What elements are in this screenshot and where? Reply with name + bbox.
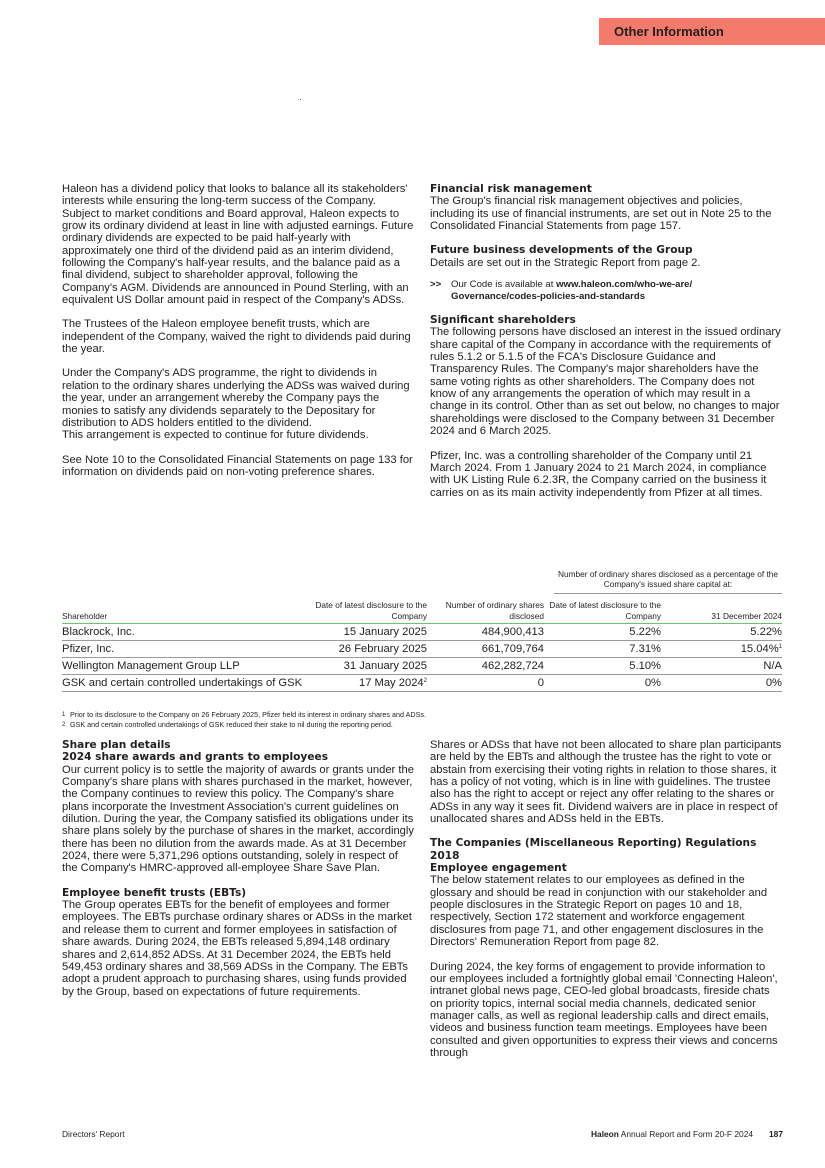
footer-brand: Haleon: [590, 1129, 619, 1139]
pct-dec: 5.22%: [750, 626, 782, 638]
page-number: 187: [769, 1129, 783, 1139]
employee-engagement-text-2: During 2024, the key forms of engagement to provide information to our employees included a fortnightly global email 'Connecting Haleon', intranet global news page, CEO-led global broadcasts, fireside chats on priority topics, internal social media channels, dedicated senior manager calls, as well as regional leadership calls and direct emails, videos and business function team meetings. Employees have been consulted and given opportunities to express their views and concerns through: [430, 960, 778, 1059]
col-date-disclosure: Date of latest disclosure to the Company: [315, 600, 427, 621]
disclosure-date: 31 January 2025: [343, 660, 427, 672]
ads-arrangement-line: This arrangement is expected to continue for future dividends.: [62, 429, 369, 442]
disclosure-date: 26 February 2025: [338, 643, 427, 655]
table-row: [62, 675, 782, 692]
code-link-text: Our Code is available at www.haleon.com/who-we-are/ Governance/codes-policies-and-standards: [451, 279, 693, 302]
dividend-policy-column: [62, 183, 414, 478]
pct-latest: 7.31%: [629, 643, 661, 655]
code-url-part-2[interactable]: Governance/codes-policies-and-standards: [451, 290, 646, 302]
col-shareholder: Shareholder: [62, 610, 108, 621]
col-pct-dec-2024: 31 December 2024: [711, 610, 782, 621]
future-developments-text: Details are set out in the Strategic Report from page 2.: [430, 256, 701, 269]
percentage-group-header: Number of ordinary shares disclosed as a percentage of the Company's issued share capital at:: [558, 569, 778, 589]
col-shares-disclosed: Number of ordinary shares disclosed: [445, 600, 544, 621]
pfizer-paragraph: Pfizer, Inc. was a controlling shareholder of the Company until 21 March 2024. From 1 January 2024 to 21 March 2024, in compliance with UK Listing Rule 6.2.3R, the Company carried on the business it carries on as its main activity independently from Pfizer at all times.: [430, 449, 767, 499]
col-pct-latest: Date of latest disclosure to the Company: [549, 600, 661, 621]
table-row: [62, 624, 782, 641]
link-arrow-icon: >>: [430, 279, 442, 291]
significant-shareholders-heading: Significant shareholders: [430, 314, 576, 327]
shares-number: 0: [537, 677, 544, 689]
pct-latest: 0%: [644, 677, 661, 689]
regulations-heading: The Companies (Miscellaneous Reporting) Regulations 2018: [430, 837, 757, 862]
financial-risk-text: The Group's financial risk management objectives and policies, including its use of financial instruments, are set out in Note 25 to the Consolidated Financial Statements from page 157.: [430, 195, 772, 233]
employee-engagement-subheading: Employee engagement: [430, 862, 567, 875]
share-awards-text: Our current policy is to settle the majority of awards or grants under the Company's share plans with shares purchased in the market, however, the Company continues to review this policy. The Company's share plans incorporate the Investment Association's current guidelines on dilution. During the year, the Company satisfied its obligations under its share plans solely by the purchase of shares in the market, accordingly there has been no dilution from the awards made. As at 31 December 2024, there were 5,371,296 options outstanding, solely in respect of the Company's HMRC-approved all-employee Share Save Plan.: [62, 763, 414, 875]
engagement-column: [430, 739, 782, 1059]
footnote-ref-2: 2: [423, 678, 427, 684]
shareholder-name: Wellington Management Group LLP: [62, 660, 240, 672]
share-plan-column: [62, 739, 414, 998]
trustees-paragraph: The Trustees of the Haleon employee benefit trusts, which are independent of the Company, waived the right to dividends paid during the year.: [62, 318, 411, 356]
shareholder-name: GSK and certain controlled undertakings of GSK: [62, 677, 303, 689]
future-developments-heading: Future business developments of the Group: [430, 244, 693, 257]
pct-latest: 5.22%: [629, 626, 661, 638]
shares-number: 484,900,413: [481, 626, 544, 638]
shares-number: 661,709,764: [481, 643, 544, 655]
shareholder-name: Pfizer, Inc.: [62, 643, 115, 655]
footer-section-label: Directors' Report: [62, 1129, 125, 1139]
footer-publication: [591, 1129, 783, 1139]
pct-dec: 0%: [765, 677, 782, 689]
pct-dec: 15.04%$^1$: [740, 643, 782, 655]
employee-engagement-text-1: The below statement relates to our employees as defined in the glossary and should be read in conjunction with our stakeholder and people disclosures in the Strategic Report on pages 10 and 18, respectively, Section 172 statement and workforce engagement disclosures from page 71, and other engagement disclosures in the Directors' Remuneration Report from page 82.: [430, 874, 768, 949]
group-header-rule: [554, 593, 782, 594]
ebt-heading: Employee benefit trusts (EBTs): [62, 886, 247, 899]
code-link-line: [430, 279, 782, 302]
footnote-1: 1 Prior to its disclosure to the Company on 26 February 2025, Pfizer held its interest in ordinary shares and ADSs.: [62, 710, 426, 719]
disclosure-date: 15 January 2025: [343, 626, 427, 638]
stray-mark: [300, 99, 301, 100]
footnote-ref-1: 1: [778, 644, 782, 650]
section-tab: Other Information: [599, 18, 825, 45]
disclosure-date: 17 May 2024$^2$: [358, 677, 427, 689]
ebt-text: The Group operates EBTs for the benefit of employees and former employees. The EBTs purchase ordinary shares or ADSs in the market and release them to current and former employees in satisfaction of share awards. During 2024, the EBTs released 5,894,148 ordinary shares and 2,614,852 ADSs. At 31 December 2024, the EBTs held 549,453 ordinary shares and 38,569 ADSs in the Company. The EBTs adopt a prudent approach to purchasing shares, using funds provided by the Group, based on expectations of future requirements.: [62, 899, 412, 998]
pct-latest: 5.10%: [629, 660, 661, 672]
shareholders-table: [62, 600, 782, 692]
ads-programme-paragraph: Under the Company's ADS programme, the right to dividends in relation to the ordinary shares underlying the ADSs was waived during the year, under an arrangement whereby the Company pays the monies to satisfy any dividends separately to the Depositary for distribution to ADS holders entitled to the dividend.: [62, 367, 410, 429]
table-header-row: [62, 600, 782, 624]
note-10-paragraph: See Note 10 to the Consolidated Financial Statements on page 133 for information on dividends paid on non-voting preference shares.: [62, 453, 413, 478]
footer-publication-title: Annual Report and Form 20-F 2024: [620, 1129, 754, 1139]
dividend-policy-paragraph: Haleon has a dividend policy that looks to balance all its stakeholders' interests while ensuring the long-term success of the Company. Subject to market conditions and Board approval, Haleon expects to grow its ordinary dividend at least in line with adjusted earnings. Future ordinary dividends are expected to be paid half-yearly with approximately one third of the dividend paid as an interim dividend, following the Company's half-year results, and the balance paid as a final dividend, subject to shareholder approval, following the Company's AGM. Dividends are announced in Pound Sterling, with an equivalent US Dollar amount paid in respect of the Company's ADSs.: [62, 183, 414, 307]
pct-dec: N/A: [763, 660, 782, 672]
code-url-part-1[interactable]: www.haleon.com/who-we-are/: [556, 279, 693, 291]
risk-and-shareholders-column: [430, 183, 782, 499]
footnote-2: 2 GSK and certain controlled undertakings of GSK reduced their stake to nil during the reporting period.: [62, 720, 393, 729]
share-awards-subheading: 2024 share awards and grants to employees: [62, 751, 328, 764]
table-footnotes: [62, 710, 782, 730]
share-plan-heading: Share plan details: [62, 739, 171, 751]
financial-risk-heading: Financial risk management: [430, 183, 592, 195]
table-row: [62, 641, 782, 658]
unallocated-shares-text: Shares or ADSs that have not been allocated to share plan participants are held by the EBTs and although the trustee has the right to vote or abstain from exercising their voting rights in relation to those shares, it has a policy of not voting, which is in line with guidelines. The trustee also has the right to accept or reject any offer relating to the shares or ADSs in any way it sees fit. Dividend waivers are in place in respect of unallocated shares and ADSs held in the EBTs.: [430, 739, 782, 826]
shareholder-name: Blackrock, Inc.: [62, 626, 135, 638]
table-row: [62, 658, 782, 675]
significant-shareholders-text: The following persons have disclosed an interest in the issued ordinary share capital of the Company in accordance with the requirements of rules 5.1.2 or 5.1.5 of the FCA's Disclosure Guidance and Transparency Rules. The Company's major shareholders have the same voting rights as other shareholders. The Company does not know of any arrangements the operation of which may result in a change in its control. Other than as set out below, no changes to major shareholdings were disclosed to the Company between 31 December 2024 and 6 March 2025.: [430, 326, 781, 438]
shares-number: 462,282,724: [481, 660, 544, 672]
